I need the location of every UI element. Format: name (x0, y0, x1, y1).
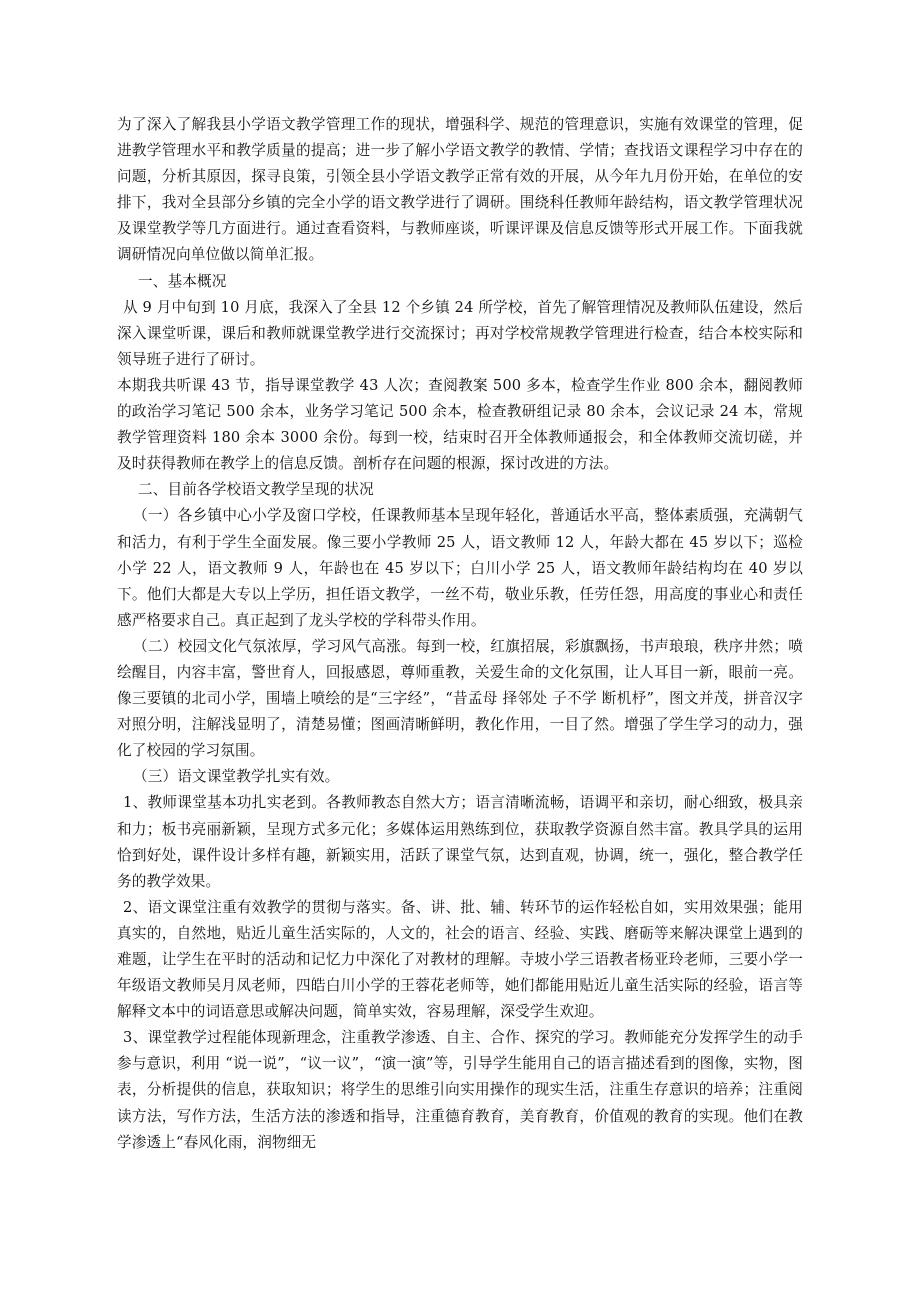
paragraph-subsection-1: （一）各乡镇中心小学及窗口学校，任课教师基本呈现年轻化，普通话水平高，整体素质强，充满朝气和活力，有利于学生全面发展。像三要小学教师 25 人，语文教师 12 人，年龄大都在 45 岁以下；巡检小学 22 人，语文教师 9 人，年龄也在 45 岁以下；白川小学 25 人，语文教师年龄结构均在 40 岁以下。他们大都是大专以上学历，担任语文教学，一丝不苟，敬业乐教，任劳任怨，用高度的事业心和责任感严格要求自己。真正起到了龙头学校的学科带头作用。 (117, 507, 803, 629)
section-heading-1: 一、基本概况 (138, 272, 227, 290)
paragraph-subsection-2: （二）校园文化气氛浓厚，学习风气高涨。每到一校，红旗招展，彩旗飘扬，书声琅琅，秩序井然；喷绘醒目，内容丰富，警世育人，回报感恩，尊师重教，关爱生命的文化氛围，让人耳目一新，眼前一亮。像三要镇的北司小学，围墙上喷绘的是“三字经”，“昔孟母 择邻处 子不学 断机杼”，图文并茂，拼音汉字对照分明，注解浅显明了，清楚易懂；图画清晰鲜明，教化作用，一目了然。增强了学生学习的动力，强化了校园的学习氛围。 (117, 637, 803, 760)
document-body (117, 112, 803, 1156)
paragraph-overview-schedule: 从 9 月中旬到 10 月底，我深入了全县 12 个乡镇 24 所学校，首先了解管理情况及教师队伍建设，然后深入课堂听课，课后和教师就课堂教学进行交流探讨；再对学校常规教学管理进行检查，结合本校实际和领导班子进行了研讨。 (117, 298, 803, 368)
intro-paragraph: 为了深入了解我县小学语文教学管理工作的现状，增强科学、规范的管理意识，实施有效课堂的管理，促进教学管理水平和教学质量的提高；进一步了解小学语文教学的教情、学情；查找语文课程学习中存在的问题，分析其原因，探寻良策，引领全县小学语文教学正常有效的开展，从今年九月份开始，在单位的安排下，我对全县部分乡镇的完全小学的语文教学进行了调研。围绕科任教师年龄结构，语文教学管理状况及课堂教学等几方面进行。通过查看资料，与教师座谈，听课评课及信息反馈等形式开展工作。下面我就调研情况向单位做以简单汇报。 (117, 116, 803, 264)
subsection-heading-3: （三）语文课堂教学扎实有效。 (133, 768, 340, 786)
paragraph-item-2: 2、语文课堂注重有效教学的贯彻与落实。备、讲、批、辅、转环节的运作轻松自如，实用效果强；能用真实的，自然地，贴近儿童生活实际的，人文的，社会的语言、经验、实践、磨砺等来解决课堂上遇到的难题，让学生在平时的活动和记忆力中深化了对教材的理解。寺坡小学三语教者杨亚玲老师，三要小学一年级语文教师吴月凤老师，四皓白川小学的王蓉花老师等，她们都能用贴近儿童生活实际的经验，语言等解释文本中的词语意思或解决问题，简单实效，容易理解，深受学生欢迎。 (117, 898, 803, 1021)
section-heading-2: 二、目前各学校语文教学呈现的状况 (138, 481, 374, 499)
paragraph-item-3: 3、课堂教学过程能体现新理念，注重教学渗透、自主、合作、探究的学习。教师能充分发挥学生的动手参与意识，利用 “说一说”，“议一议”，“演一演”等，引导学生能用自己的语言描述看到的图像，实物，图表，分析提供的信息，获取知识；将学生的思维引向实用操作的现实生活，注重生存意识的培养；注重阅读方法，写作方法，生活方法的渗透和指导，注重德育教育，美育教育，价值观的教育的实现。他们在教学渗透上“春风化雨，润物细无 (117, 1029, 803, 1151)
paragraph-overview-statistics: 本期我共听课 43 节，指导课堂教学 43 人次；查阅教案 500 多本，检查学生作业 800 余本，翻阅教师的政治学习笔记 500 余本，业务学习笔记 500 余本，检查教研组记录 80 余本，会议记录 24 本，常规教学管理资料 180 余本 3000 余份。每到一校，结束时召开全体教师通报会，和全体教师交流切磋，并及时获得教师在教学上的信息反馈。剖析存在问题的根源，探讨改进的方法。 (117, 376, 803, 473)
paragraph-item-1: 1、教师课堂基本功扎实老到。各教师教态自然大方；语言清晰流畅，语调平和亲切，耐心细致，极具亲和力；板书亮丽新颖，呈现方式多元化；多媒体运用熟练到位，获取教学资源自然丰富。教具学具的运用恰到好处，课件设计多样有趣，新颖实用，活跃了课堂气氛，达到直观，协调，统一，强化，整合教学任务的教学效果。 (117, 794, 803, 890)
